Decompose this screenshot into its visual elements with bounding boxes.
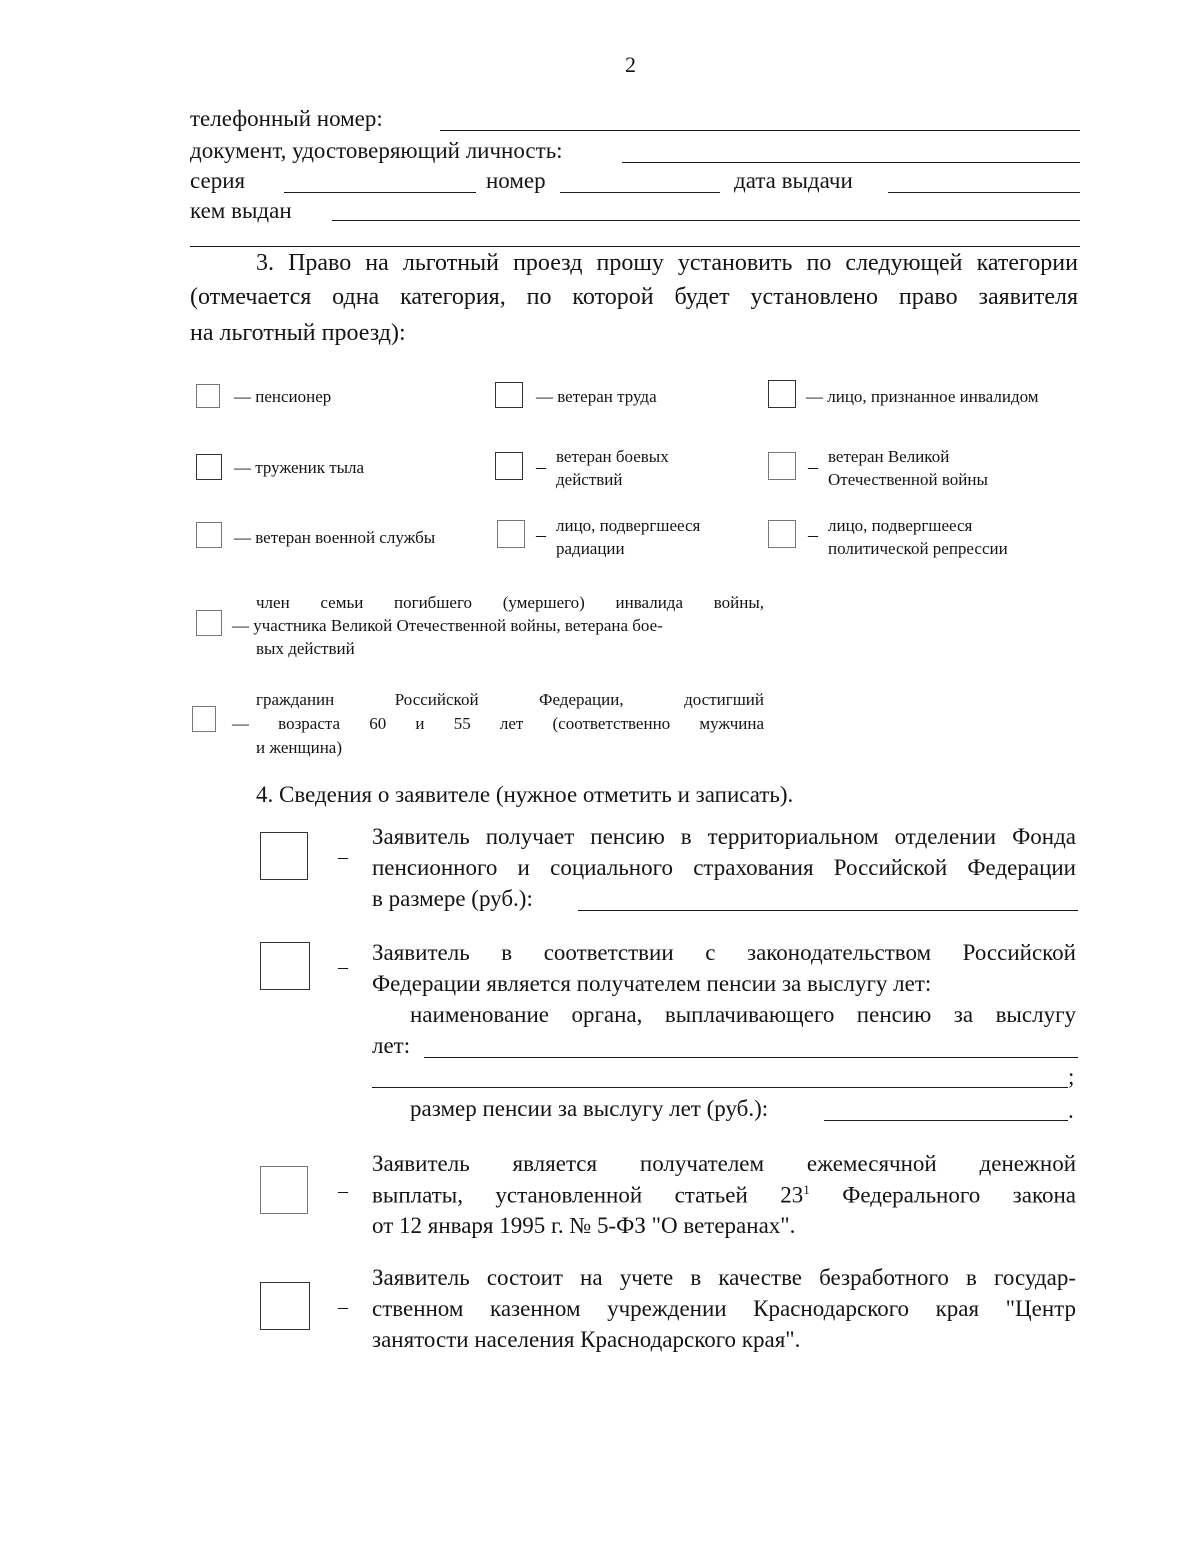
service-pension-amount-field[interactable] (824, 1120, 1068, 1121)
option-wwii-veteran-line2: Отечественной войны (828, 470, 988, 489)
item1-line2: пенсионного и социального страхования Российской Федерации (372, 855, 1076, 880)
dash-repression: – (808, 524, 818, 546)
item4-line3: занятости населения Краснодарского края". (372, 1327, 801, 1352)
option-disabled-label: — лицо, признанное инвалидом (806, 387, 1039, 406)
checkbox-monthly-payment[interactable] (260, 1166, 308, 1214)
issued-by-field-continued[interactable] (190, 246, 1080, 247)
series-field[interactable] (284, 192, 476, 193)
issued-by-field[interactable] (332, 220, 1080, 221)
dash-pension-fund: – (338, 846, 348, 868)
item2-line5: размер пенсии за выслугу лет (руб.): (410, 1096, 769, 1121)
checkbox-labor-veteran[interactable] (495, 382, 523, 408)
id-document-field[interactable] (622, 162, 1080, 163)
id-document-label: документ, удостоверяющий личность: (190, 138, 563, 163)
issued-by-label: кем выдан (190, 198, 292, 223)
section3-heading-line2: (отмечается одна категория, по которой будет установлено право заявителя (190, 284, 1078, 310)
option-radiation-line1: лицо, подвергшееся (556, 516, 701, 535)
issue-date-label: дата выдачи (734, 168, 853, 193)
item4-line1: Заявитель состоит на учете в качестве безработного в государ- (372, 1265, 1076, 1290)
checkbox-pensioner[interactable] (196, 384, 220, 408)
checkbox-wwii-veteran[interactable] (768, 452, 796, 480)
option-home-front-label: — труженик тыла (234, 458, 365, 477)
item4-line2: ственном казенном учреждении Краснодарского края "Центр (372, 1296, 1076, 1321)
checkbox-unemployed[interactable] (260, 1282, 310, 1330)
checkbox-family-member[interactable] (196, 610, 222, 636)
item2-line2: Федерации является получателем пенсии за выслугу лет: (372, 971, 932, 996)
option-wwii-veteran-line1: ветеран Великой (828, 447, 950, 466)
checkbox-repression[interactable] (768, 520, 796, 548)
checkbox-combat-veteran[interactable] (495, 452, 523, 480)
option-repression-line2: политической репрессии (828, 539, 1008, 558)
section4-heading: 4. Сведения о заявителе (нужное отметить и записать). (256, 782, 794, 807)
item2-semicolon: ; (1068, 1064, 1075, 1089)
item3-superscript: 1 (803, 1182, 810, 1197)
item3-line2: выплаты, установленной статьей $23^1$ Федерального закона (372, 1182, 1076, 1208)
item2-line3: наименование органа, выплачивающего пенсию за выслугу (410, 1002, 1076, 1027)
option-citizen-line1: гражданин Российской Федерации, достигший (256, 690, 764, 709)
section3-heading-line1: 3. Право на льготный проезд прошу установить по следующей категории (256, 250, 1078, 276)
section3-heading-line3: на льготный проезд): (190, 320, 406, 346)
option-combat-veteran-line1: ветеран боевых (556, 447, 669, 466)
option-military-veteran-label: — ветеран военной службы (234, 528, 436, 547)
option-citizen-line3: и женщина) (256, 738, 343, 757)
issue-date-field[interactable] (888, 192, 1080, 193)
item2-line4: лет: (372, 1033, 411, 1058)
option-repression-line1: лицо, подвергшееся (828, 516, 973, 535)
item1-line3: в размере (руб.): (372, 886, 533, 911)
number-label: номер (486, 168, 546, 193)
option-family-line1: член семьи погибшего (умершего) инвалида войны, (256, 593, 764, 612)
item3-line1: Заявитель является получателем ежемесячной денежной (372, 1151, 1076, 1176)
checkbox-home-front[interactable] (196, 454, 222, 480)
option-labor-veteran-label: — ветеран труда (536, 387, 657, 406)
checkbox-radiation[interactable] (497, 520, 525, 548)
option-citizen-line2: — возраста 60 и 55 лет (соответственно мужчина (232, 714, 764, 733)
option-family-line2: — участника Великой Отечественной войны, ветерана бое- (232, 616, 663, 635)
dash-radiation: – (536, 524, 546, 546)
dash-combat-veteran: – (536, 456, 546, 478)
checkbox-service-pension[interactable] (260, 942, 310, 990)
page-number: 2 (625, 52, 636, 77)
option-family-line3: вых действий (256, 639, 355, 658)
item2-line1: Заявитель в соответствии с законодательством Российской (372, 940, 1076, 965)
option-combat-veteran-line2: действий (556, 470, 623, 489)
phone-label: телефонный номер: (190, 106, 383, 131)
item3-line3: от 12 января 1995 г. № 5-ФЗ "О ветеранах". (372, 1213, 796, 1238)
dash-unemployed: – (338, 1296, 348, 1318)
dash-service-pension: – (338, 956, 348, 978)
item1-line1: Заявитель получает пенсию в территориальном отделении Фонда (372, 824, 1076, 849)
checkbox-pension-fund[interactable] (260, 832, 308, 880)
series-label: серия (190, 168, 246, 193)
phone-field[interactable] (440, 130, 1080, 131)
paying-authority-field[interactable] (424, 1057, 1078, 1058)
pension-amount-field[interactable] (578, 910, 1078, 911)
checkbox-citizen-age[interactable] (192, 706, 216, 732)
number-field[interactable] (560, 192, 720, 193)
dash-wwii-veteran: – (808, 456, 818, 478)
checkbox-military-veteran[interactable] (196, 522, 222, 548)
dash-monthly-payment: – (338, 1180, 348, 1202)
paying-authority-field-continued[interactable] (372, 1087, 1068, 1088)
checkbox-disabled[interactable] (768, 380, 796, 408)
option-radiation-line2: радиации (556, 539, 625, 558)
option-pensioner-label: — пенсионер (234, 387, 332, 406)
item2-period: . (1068, 1098, 1074, 1123)
